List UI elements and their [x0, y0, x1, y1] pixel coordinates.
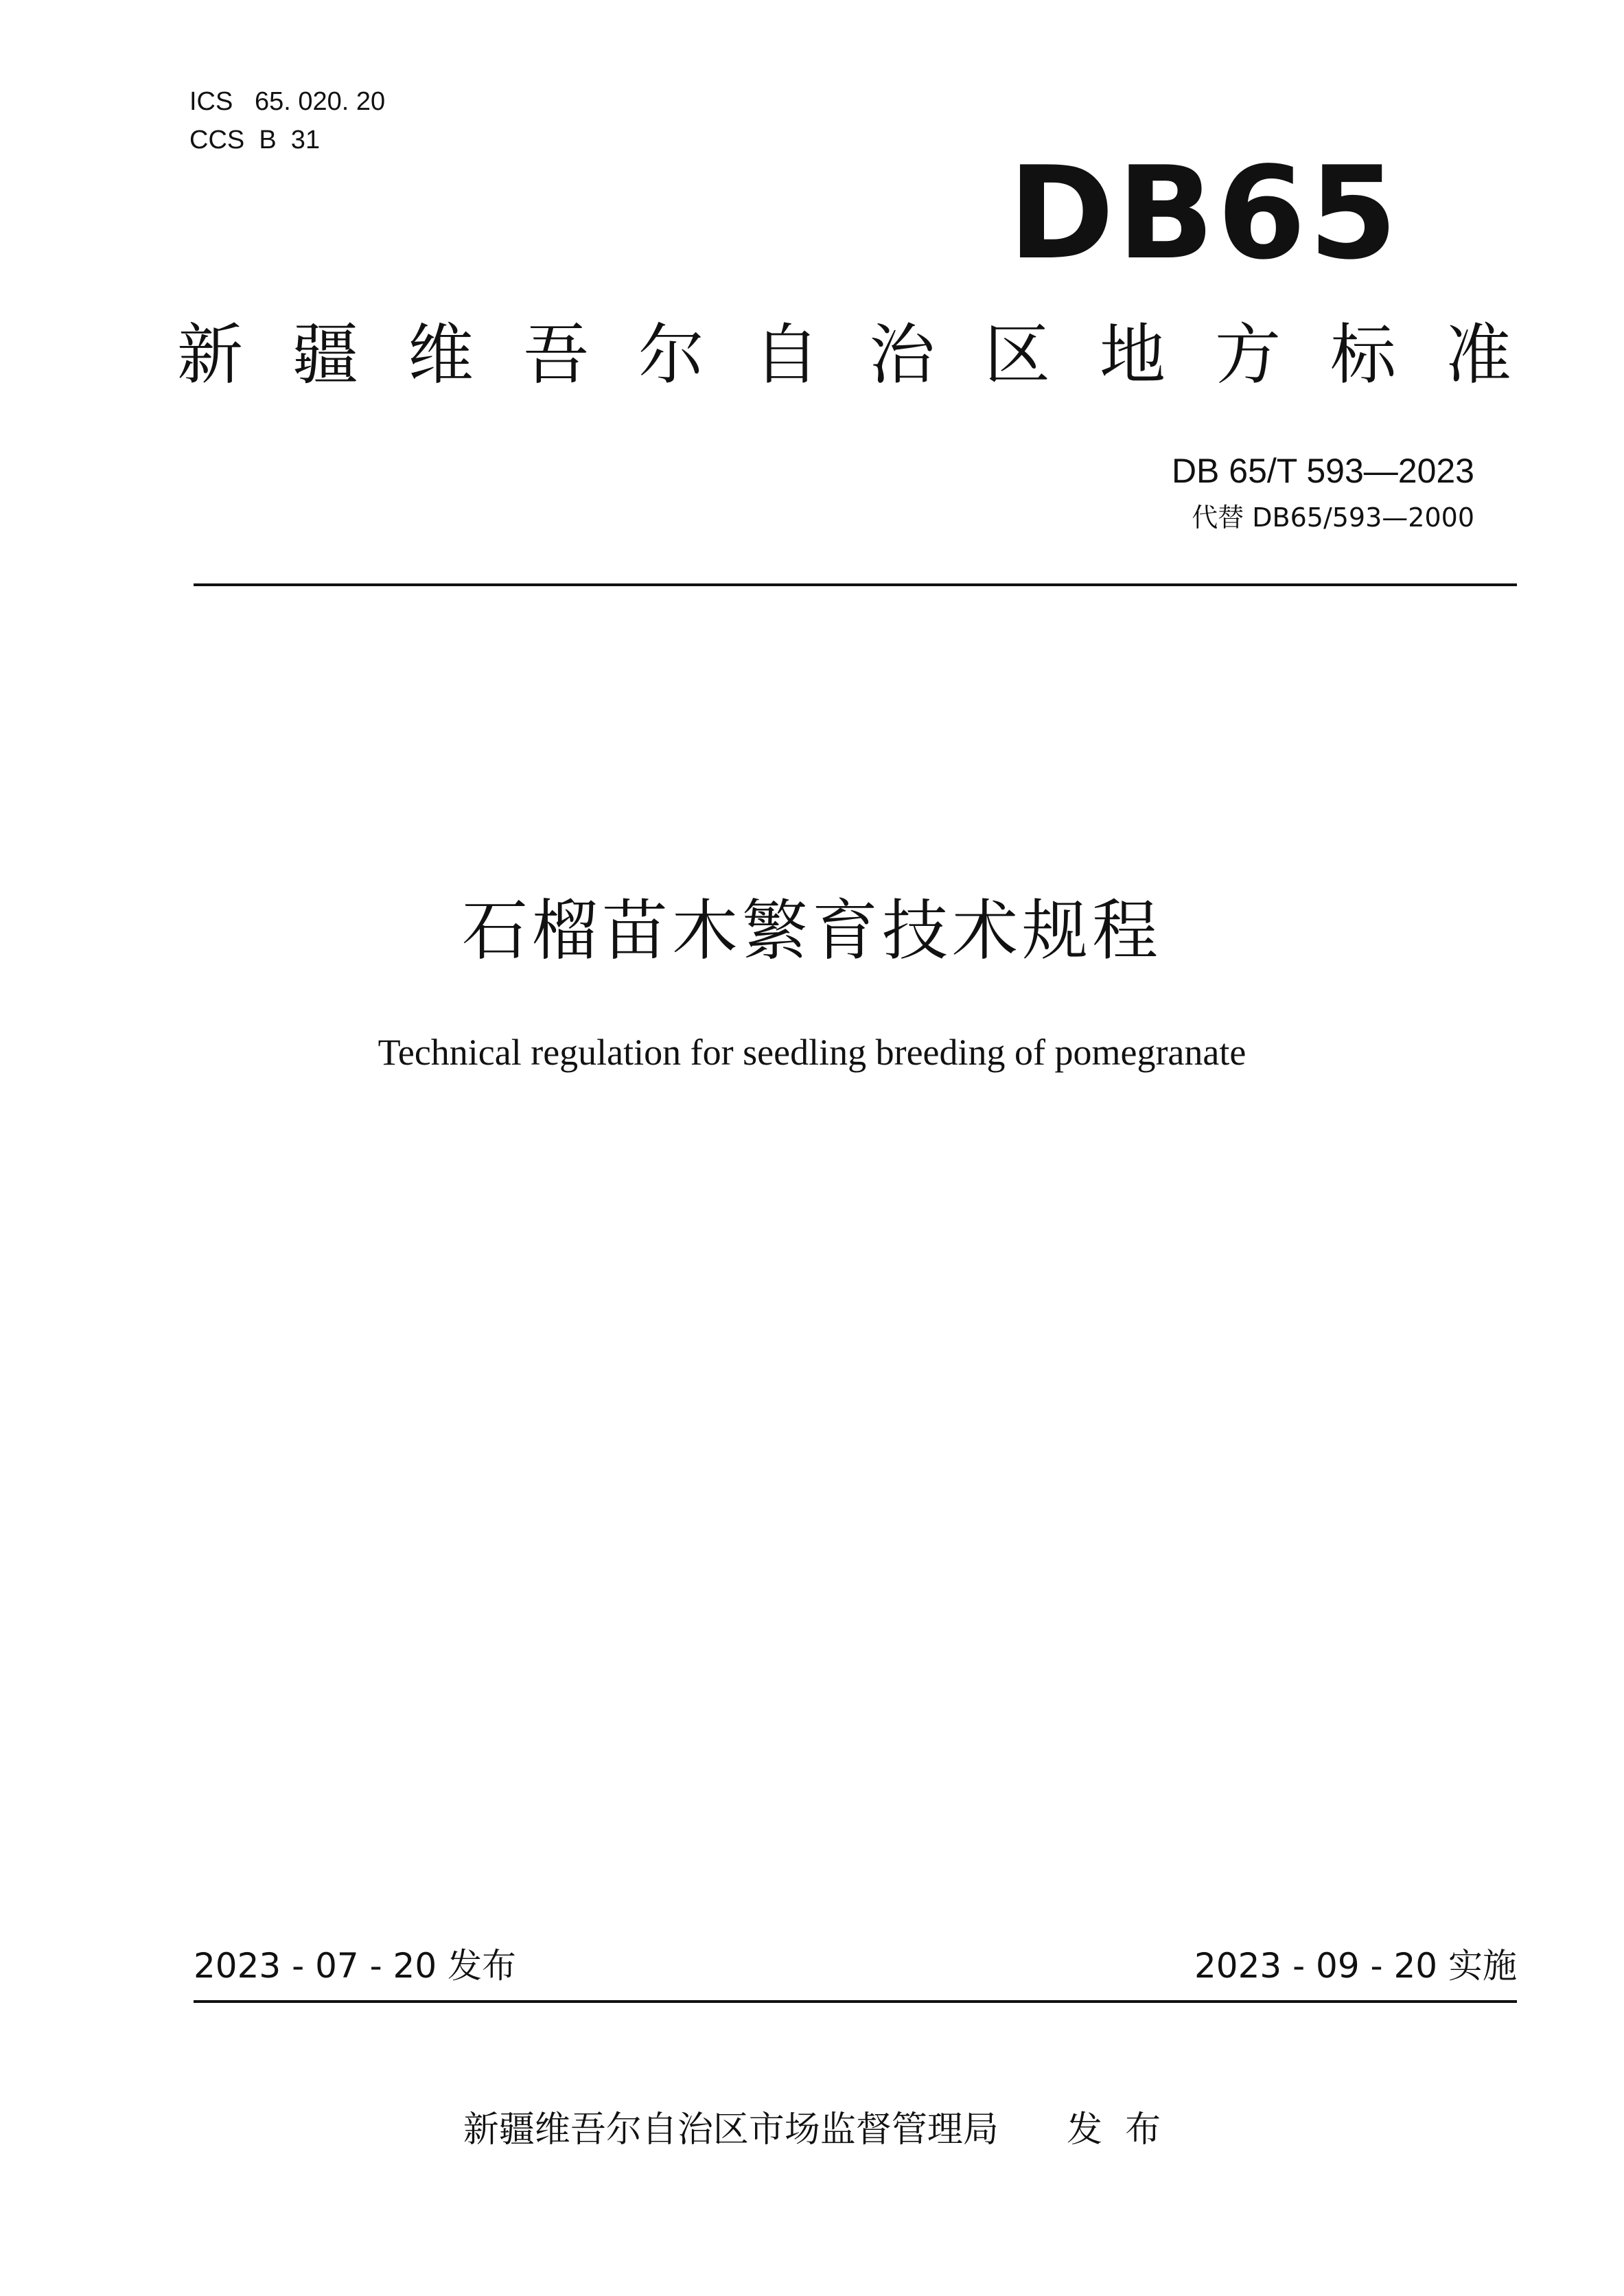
replaces-standard: 代替 DB65/593—2000	[1192, 502, 1474, 533]
issue-date: 2023 - 07 - 20 发布	[194, 1946, 517, 1986]
standard-type-heading: 新疆维吾尔自治区地方标准	[177, 316, 1561, 393]
classification-codes	[189, 82, 385, 159]
implementation-date: 2023 - 09 - 20 实施	[1194, 1946, 1517, 1986]
document-title-english: Technical regulation for seedling breeding of pomegranate	[378, 1032, 1246, 1073]
publisher-line: 新疆维吾尔自治区市场监督管理局 发 布	[463, 2109, 1161, 2150]
ics-code: ICS 65. 020. 20	[189, 87, 386, 116]
db65-logo: DB65	[1008, 139, 1400, 288]
standard-number: DB 65/T 593—2023	[1171, 452, 1474, 490]
bottom-divider	[194, 2000, 1517, 2003]
document-title-chinese: 石榴苗木繁育技术规程	[462, 892, 1162, 969]
ccs-code: CCS B 31	[189, 126, 321, 154]
top-divider	[194, 583, 1517, 586]
